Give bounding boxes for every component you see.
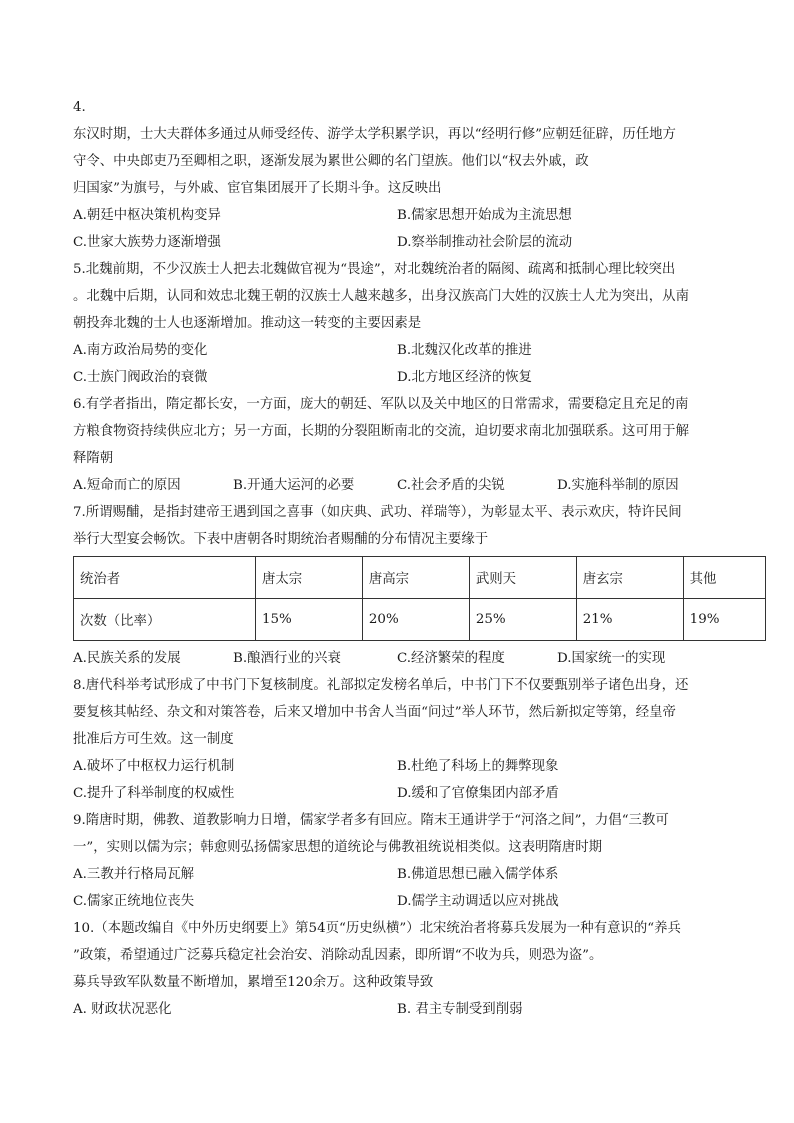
option-b: B.开通大运河的必要	[233, 478, 355, 493]
question-stem-line: 募兵导致军队数量不断增加，累增至120余万。这种政策导致	[73, 975, 434, 990]
option-row	[73, 337, 723, 364]
table-cell: 21%	[576, 599, 683, 641]
question-9	[73, 807, 723, 915]
question-stem-line: 批准后方可生效。这一制度	[73, 732, 234, 747]
option-row	[73, 645, 723, 672]
option-c: C.社会矛盾的尖锐	[397, 478, 505, 493]
option-row	[73, 888, 723, 915]
table-header-cell: 唐玄宗	[576, 557, 683, 599]
table-header-cell: 唐太宗	[255, 557, 362, 599]
option-b: B.佛道思想已融入儒学体系	[397, 867, 559, 882]
option-row	[73, 996, 723, 1023]
table-cell: 19%	[683, 599, 765, 641]
question-stem-line: 方粮食物资持续供应北方；另一方面，长期的分裂阻断南北的交流，迫切要求南北加强联系。这可用于解	[73, 424, 689, 439]
question-stem-line: 7.所谓赐酺，是指封建帝王遇到国之喜事（如庆典、武功、祥瑞等），为彰显太平、表示欢庆，特许民间	[73, 505, 682, 520]
table-cell: 次数（比率）	[74, 599, 256, 641]
question-stem-line: 要复核其帖经、杂文和对策答卷，后来又增加中书舍人当面“问过”举人环节，然后新拟定等第，经皇帝	[73, 705, 676, 720]
option-b: B. 君主专制受到削弱	[397, 1002, 523, 1017]
option-a: A.破坏了中枢权力运行机制	[73, 759, 235, 774]
question-stem-line: 。北魏中后期，认同和效忠北魏王朝的汉族士人越来越多，出身汉族高门大姓的汉族士人尤为突出，从南	[73, 289, 689, 304]
question-stem-line: 归国家”为旗号，与外戚、宦官集团展开了长期斗争。这反映出	[73, 181, 442, 196]
option-c: C.提升了科举制度的权威性	[73, 786, 235, 801]
option-d: D.北方地区经济的恢复	[397, 370, 533, 385]
option-c: C.士族门阀政治的衰微	[73, 370, 208, 385]
option-c: C.经济繁荣的程度	[397, 651, 505, 666]
question-5	[73, 256, 723, 391]
question-stem-line: 5.北魏前期，不少汉族士人把去北魏做官视为“畏途”，对北魏统治者的隔阂、疏离和抵制心理比较突出	[73, 262, 676, 277]
option-row	[73, 780, 723, 807]
question-stem-line: 守令、中央郎吏乃至卿相之职，逐渐发展为累世公卿的名门望族。他们以“权去外戚，政	[73, 154, 589, 169]
table-cell: 25%	[469, 599, 576, 641]
option-row	[73, 861, 723, 888]
option-a: A.短命而亡的原因	[73, 478, 181, 493]
option-a: A.朝廷中枢决策机构变异	[73, 208, 221, 223]
option-d: D.察举制推动社会阶层的流动	[397, 235, 573, 250]
table-row	[74, 599, 766, 641]
option-row	[73, 202, 723, 229]
question-stem-line: ”政策，希望通过广泛募兵稳定社会治安、消除动乱因素，即所谓“不收为兵，则恐为盗”。	[73, 948, 603, 963]
table-header-cell: 其他	[683, 557, 765, 599]
question-stem-line: 6.有学者指出，隋定都长安，一方面，庞大的朝廷、军队以及关中地区的日常需求，需要稳定且充足的南	[73, 397, 689, 412]
option-b: B.酿酒行业的兴衰	[233, 651, 341, 666]
question-4	[73, 94, 723, 256]
table-cell: 20%	[362, 599, 469, 641]
option-a: A.南方政治局势的变化	[73, 343, 208, 358]
option-c: C.儒家正统地位丧失	[73, 894, 195, 909]
question-stem-line: 举行大型宴会畅饮。下表中唐朝各时期统治者赐酺的分布情况主要缘于	[73, 532, 489, 547]
question-stem-line: 一”，实则以儒为宗；韩愈则弘扬儒家思想的道统论与佛教祖统说相类似。这表明隋唐时期	[73, 840, 603, 855]
option-b: B.儒家思想开始成为主流思想	[397, 208, 572, 223]
question-stem-line: 9.隋唐时期，佛教、道教影响力日增，儒家学者多有回应。隋末王通讲学于“河洛之间”，力倡“三教可	[73, 813, 669, 828]
option-c: C.世家大族势力逐渐增强	[73, 235, 221, 250]
distribution-table	[73, 556, 766, 641]
question-number: 4.	[73, 100, 86, 115]
option-a: A.民族关系的发展	[73, 651, 181, 666]
option-d: D.儒学主动调适以应对挑战	[397, 894, 559, 909]
option-b: B.北魏汉化改革的推进	[397, 343, 532, 358]
option-row	[73, 753, 723, 780]
question-stem-line: 10.（本题改编自《中外历史纲要上》第54页“历史纵横”）北宋统治者将募兵发展为一种有意识的“养兵	[73, 921, 681, 936]
question-7	[73, 499, 723, 672]
option-b: B.杜绝了科场上的舞弊现象	[397, 759, 559, 774]
option-a: A.三教并行格局瓦解	[73, 867, 195, 882]
option-d: D.国家统一的实现	[557, 651, 666, 666]
question-8	[73, 672, 723, 807]
table-header-cell: 武则天	[469, 557, 576, 599]
table-header-cell: 统治者	[74, 557, 256, 599]
question-stem-line: 释隋朝	[73, 451, 114, 466]
question-stem-line: 东汉时期，士大夫群体多通过从师受经传、游学太学积累学识，再以“经明行修”应朝廷征辟，历任地方	[73, 127, 676, 142]
table-cell: 15%	[255, 599, 362, 641]
option-row	[73, 229, 723, 256]
question-stem-line: 8.唐代科举考试形成了中书门下复核制度。礼部拟定发榜名单后，中书门下不仅要甄别举子诸色出身，还	[73, 678, 689, 693]
option-d: D.缓和了官僚集团内部矛盾	[397, 786, 559, 801]
option-row	[73, 472, 723, 499]
question-stem-line: 朝投奔北魏的士人也逐渐增加。推动这一转变的主要因素是	[73, 316, 422, 331]
option-d: D.实施科举制的原因	[557, 478, 679, 493]
question-10	[73, 915, 723, 1023]
option-a: A. 财政状况恶化	[73, 1002, 172, 1017]
option-row	[73, 364, 723, 391]
question-list	[73, 94, 723, 1023]
table-header-cell: 唐高宗	[362, 557, 469, 599]
question-6	[73, 391, 723, 499]
table-header-row	[74, 557, 766, 599]
